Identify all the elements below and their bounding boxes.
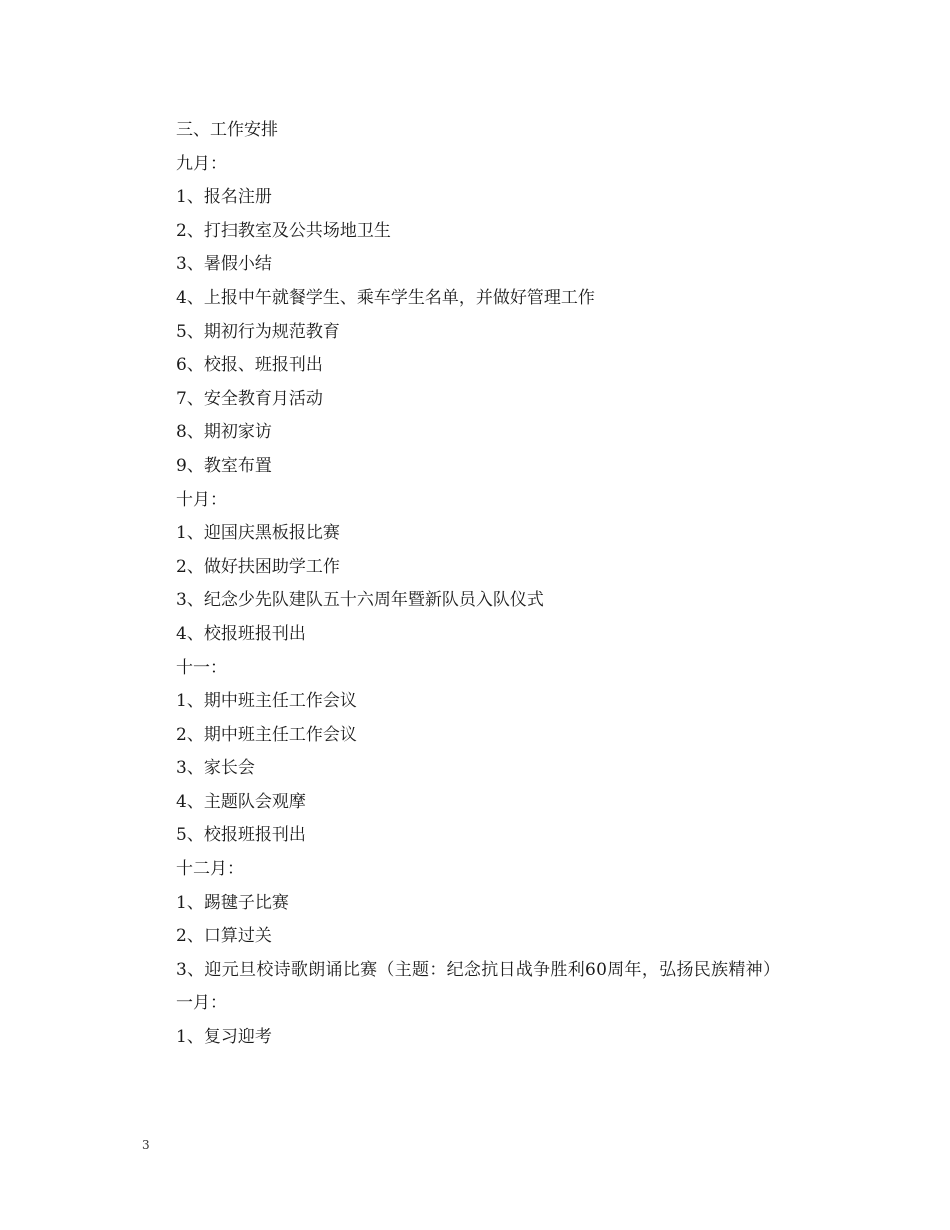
text-line: 1、踢毽子比赛 (176, 892, 289, 913)
text-line: 7、安全教育月活动 (176, 388, 323, 409)
text-line: 十一： (176, 657, 227, 678)
text-line: 2、期中班主任工作会议 (176, 724, 357, 745)
text-line: 6、校报、班报刊出 (176, 355, 323, 376)
text-line: 1、报名注册 (176, 187, 272, 208)
text-line: 1、复习迎考 (176, 1027, 272, 1048)
text-line: 十月： (176, 489, 227, 510)
text-line: 5、期初行为规范教育 (176, 321, 340, 342)
text-line: 一月： (176, 993, 227, 1014)
text-line: 1、迎国庆黑板报比赛 (176, 523, 340, 544)
text-line: 9、教室布置 (176, 455, 272, 476)
text-line: 2、做好扶困助学工作 (176, 556, 340, 577)
text-line: 8、期初家访 (176, 422, 272, 443)
text-line: 2、口算过关 (176, 926, 272, 947)
text-line: 4、上报中午就餐学生、乘车学生名单，并做好管理工作 (176, 287, 595, 308)
text-line: 十二月： (176, 859, 244, 880)
document-body (142, 114, 812, 1055)
text-line: 2、打扫教室及公共场地卫生 (176, 220, 391, 241)
text-line: 三、工作安排 (176, 120, 278, 140)
page-number: 3 (142, 1138, 150, 1152)
text-line: 九月： (176, 153, 227, 174)
text-line: 1、期中班主任工作会议 (176, 691, 357, 712)
text-line: 3、暑假小结 (176, 254, 272, 275)
text-line: 5、校报班报刊出 (176, 825, 306, 846)
text-line: 3、家长会 (176, 758, 255, 779)
text-line: 3、纪念少先队建队五十六周年暨新队员入队仪式 (176, 590, 544, 611)
text-line: 4、主题队会观摩 (176, 791, 306, 812)
text-line: 4、校报班报刊出 (176, 623, 306, 644)
wrapped-paragraph: 3、迎元旦校诗歌朗诵比赛（主题：纪念抗日战争胜利60周年，弘扬民族精神） (176, 959, 781, 980)
